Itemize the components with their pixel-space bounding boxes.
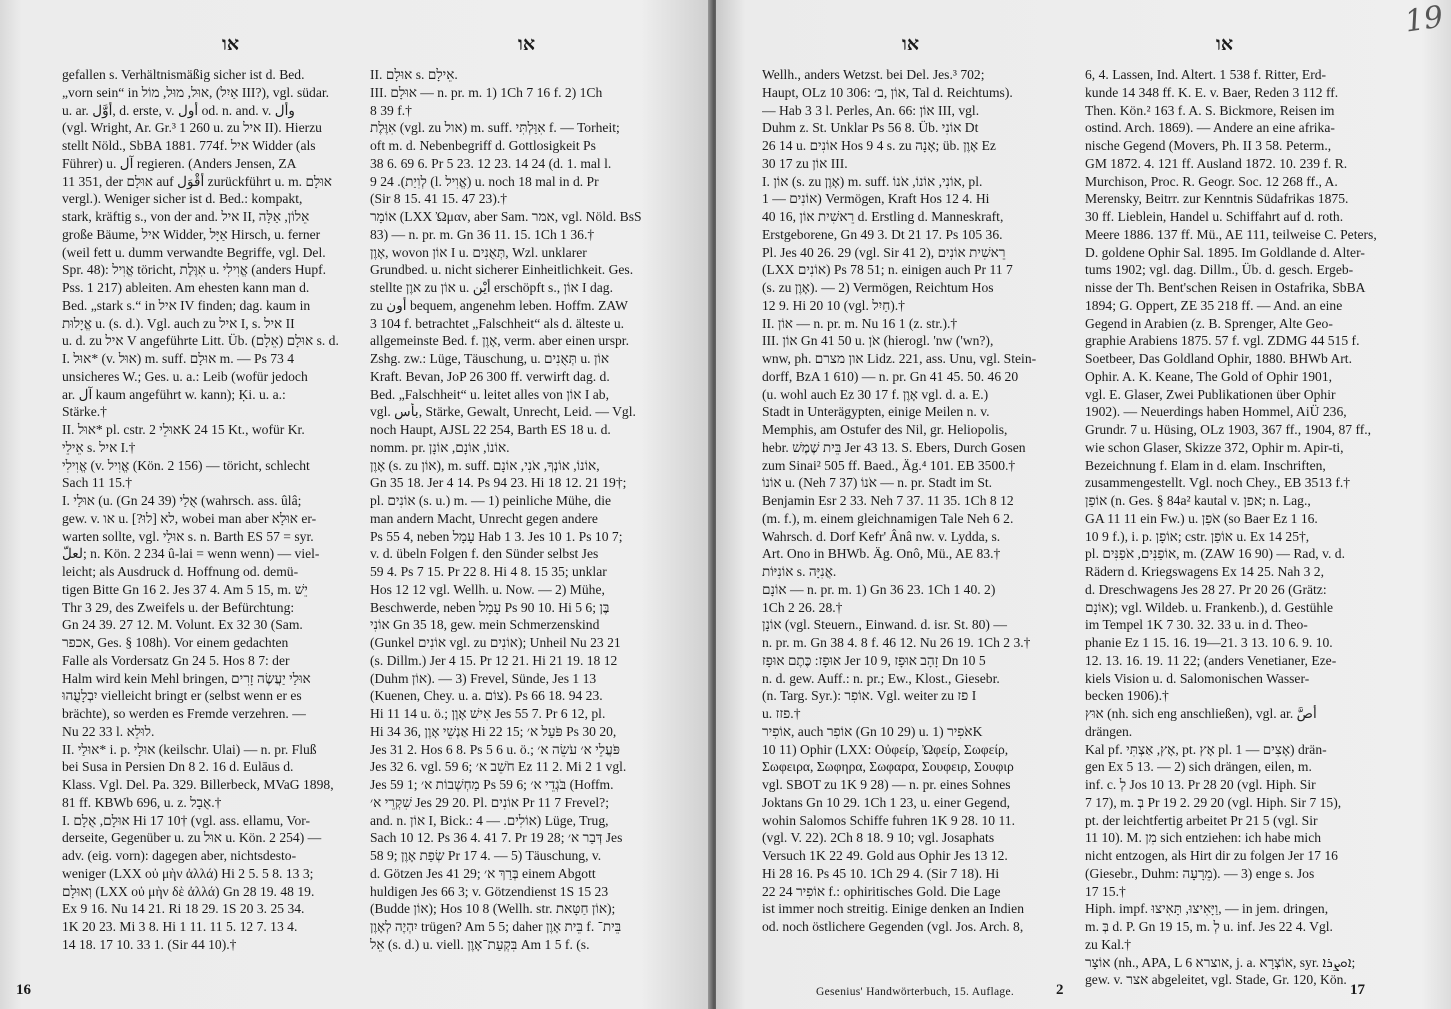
text-line: (Budde אוֹן); Hos 10 8 (Wellh. str. אוֹן חַטָּאת); xyxy=(370,901,616,917)
text-line: (weil fett u. dumm verwandte Begriffe, vgl. Del. xyxy=(62,244,326,260)
text-line: אֱוִילִי (v. אֱוִיל (Kön. 2 156) — töricht, schlecht xyxy=(62,457,310,473)
text-line: אוֹנָן (vgl. Steuern., Einwand. d. isr. St. 80) — xyxy=(762,617,1007,633)
text-line: (Gunkel אוֹנִים vgl. zu אוֹנִים); Unheil Nu 23 21 xyxy=(370,635,621,650)
text-line: stellte אוֶן zu אוֹן u. أَيْن erschöpft s., אוֹן I dag. xyxy=(370,280,613,295)
text-line: לְוִיַת). 24 9 (l. אֱוִיל) u. noch 18 mal in d. Pr xyxy=(370,173,599,189)
text-line: אכפר, Ges. § 108h). Vor einem gedachten xyxy=(62,635,289,650)
signature-mark: 2 xyxy=(1056,982,1064,998)
text-line: pt. der leichtfertig arbeitet Pr 21 5 (vgl. Sir xyxy=(1085,812,1318,828)
text-line: D. goldene Ophir Sal. 1895. Im Goldlande d. Alter- xyxy=(1085,244,1365,260)
text-line: I. אוּל* (v. אוּל) m. suff. אוּלָם m. — Ps 73 4 xyxy=(62,351,295,366)
text-line: oft m. d. Nebenbegriff d. Gottlosigkeit Ps xyxy=(370,138,596,153)
text-line: (s. zu אָוֶן). — 2) Vermögen, Reichtum Hos xyxy=(762,280,994,295)
text-line: 40 16, רֵאשִׁית אוֹן d. Erstling d. Manneskraft, xyxy=(762,209,1004,224)
text-line: stark, kräftig s., von der and. איל II, אֵלוֹן, אַלָּה xyxy=(62,209,310,224)
text-line: 58 9; שְׂפַת אָוֶן Pr 17 4. — 5) Täuschung, v. xyxy=(370,848,602,863)
text-line: Spr. 48): אֱוִיל töricht, אִוֶּלֶת u. אֱוִילִי (anders Hupf. xyxy=(62,262,327,278)
text-line: Halm wird kein Mehl bringen, אוּלַי יַעֲשֶׂה זָרִים xyxy=(62,670,311,686)
text-line: Joktans Gn 10 29. 1Ch 1 23, u. einer Gegend, xyxy=(762,794,1011,810)
text-line: unsicheres W.; Ges. u. a.: Leib (wofür jedoch xyxy=(62,368,308,384)
column-4 xyxy=(1085,66,1403,989)
text-line: Wahrsch. d. Dorf Kefr' Ânâ nw. v. Lydda, s. xyxy=(762,528,1001,544)
text-line: 1K 20 23. Mi 3 8. Hi 1 11. 11 5. 12 7. 13 4. xyxy=(62,919,298,934)
text-line: pl. אוֹפַנִּים, אֹפַנִּים, m. (ZAW 16 90) — Rad, v. d. xyxy=(1085,546,1345,562)
column-3 xyxy=(762,66,1068,936)
text-line: Beschwerde, neben עָמָל Ps 90 10. Hi 5 6; בֶּן xyxy=(370,599,610,615)
text-line: (vgl. Wright, Ar. Gr.³ 1 260 u. zu איל II). Hierzu xyxy=(62,120,322,136)
text-line: (Giesebr., Duhm: מֵרָעָה). — 3) enge s. Jos xyxy=(1085,865,1315,881)
text-line: (Duhm אוֹן). — 3) Frevel, Sünde, Jes 1 13 xyxy=(370,670,597,686)
text-line: 10 11) Ophir (LXX: Οὐφείρ, Ὠφείρ, Σωφείρ, xyxy=(762,741,1009,757)
text-line: tigen Bitte Gn 16 2. Jes 37 4. Am 5 15, m. יֵשׁ xyxy=(62,581,308,597)
text-line: יִהְיֶה לְאָוֶן trügen? Am 5 5; daher בֵּית אָוֶן f. בֵּית־ xyxy=(370,919,622,934)
text-line: tums 1902; vgl. dag. Dillm., Üb. d. gesch. Ergeb- xyxy=(1085,262,1354,278)
text-line: Hi 34 36, אַנְשֵׁי אָוֶן Hi 22 15; פֹּעַל א׳ Ps 30 20, xyxy=(370,723,617,739)
text-line: od. noch östlichere Gegenden (vgl. Jos. Arch. 8, xyxy=(762,919,1024,934)
text-line: Duhm z. St. Unklar Ps 56 8. Üb. אוֹנִי Dt xyxy=(762,120,979,136)
text-line: Hiph. impf. וַיָּאִיצוּ, תָּאִיצוּ, — in jem. dringen, xyxy=(1085,901,1329,917)
text-line: „vorn sein“ in אוּל, מוּל, מוֹל, (אַיִל III?), vgl. südar. xyxy=(62,84,330,100)
text-line: Jes 59 1; מַחְשְׁבוֹת א׳ Ps 59 6; בֹּגְדֵי א׳ (Hoffm. xyxy=(370,777,614,792)
text-line: Pss. 1 217) ableiten. Am ehesten kann man d. xyxy=(62,280,310,295)
text-line: 14 18. 17 10. 33 1. (Sir 44 10).† xyxy=(62,936,237,952)
footer-title: Gesenius' Handwörterbuch, 15. Auflage. xyxy=(816,986,1015,998)
text-line: Benjamin Esr 2 33. Neh 7 37. 11 35. 1Ch 8 12 xyxy=(762,493,1014,508)
text-line: Thr 3 29, des Zweifels u. der Befürchtung: xyxy=(62,599,295,615)
text-line: Haupt, OLz 10 306: אוֹן ,ב׳, Tal d. Reichtums). xyxy=(762,84,1013,100)
text-line: Stärke.† xyxy=(62,404,107,420)
text-line: (u. wohl auch Ez 30 17 f. אָוֶן vgl. d. a. E.) xyxy=(762,386,989,402)
text-line: Stadt in Unterägypten, einige Meilen n. v. xyxy=(762,404,990,420)
text-line: Hi 28 16. Ps 45 10. 1Ch 29 4. (Sir 7 18). Hi xyxy=(762,865,1000,881)
text-line: im Tempel 1K 7 30. 32. 33 u. in d. Theo- xyxy=(1085,617,1308,633)
text-line: (m. f.), m. einem gleichnamigen Tale Neh 6 2. xyxy=(762,510,1014,526)
text-line: Klass. Vgl. Del. Pa. 329. Billerbeck, MVaG 1898, xyxy=(62,777,334,792)
text-line: Rädern d. Kriegswagens Ex 14 25. Nah 3 2, xyxy=(1085,564,1324,579)
text-line: (Sir 8 15. 41 15. 47 23).† xyxy=(370,191,508,207)
text-line: and. n. אוֹן I, Bick.: אוֹלִים. — 4) Lüge, Trug, xyxy=(370,812,609,828)
text-line: noch Haupt, AJSL 22 254, Barth ES 18 u. d. xyxy=(370,422,611,437)
text-line: Wellh., anders Wetzst. bei Del. Jes.³ 702; xyxy=(762,67,985,82)
text-line: 1902). — Neuerdings haben Hommel, AiÜ 236, xyxy=(1085,404,1347,420)
text-line: zu أون bequem, angenehm leben. Hoffm. ZAW xyxy=(370,297,628,313)
text-line: Hi 11 14 u. ö.; אִישׁ אָוֶן Jes 55 7. Pr 6 12, pl. xyxy=(370,706,606,721)
text-line: Art. Ono in BHWb. Äg. Onô, Mü., AE 83.† xyxy=(762,546,1001,562)
text-line: ist immer noch streitig. Einige denken an Indien xyxy=(762,901,1024,917)
text-line: nicht entzogen, als Hirt dir zu folgen Jer 17 16 xyxy=(1085,848,1338,863)
text-line: ostind. Arch. 1869). — Andere an eine afrika- xyxy=(1085,120,1335,136)
running-header-right: או xyxy=(1216,34,1234,55)
text-line: Nu 22 33 l. לוּלֵא. xyxy=(62,723,155,739)
text-line: 81 ff. KBWb 696, u. z. אֻבָל.† xyxy=(62,794,222,810)
right-page xyxy=(716,0,1451,1009)
text-line: warten sollte, vgl. אוּלַי s. n. Barth ES 57 = syr. xyxy=(62,528,314,544)
text-line: d. Dreschwagens Jes 28 27. Pr 20 26 (Grätz: xyxy=(1085,581,1327,597)
text-line: adv. (eig. vorn): dagegen aber, nichtsdesto- xyxy=(62,848,297,863)
text-line: gew. v. אצר abgeleitet, vgl. Stade, Gr. 120, Kön. xyxy=(1085,972,1347,988)
text-line: Ophir. A. K. Keane, The Gold of Ophir 1901, xyxy=(1085,368,1333,384)
text-line: אוּץ (nh. sich eng anschließen), vgl. ar. أَصَّ xyxy=(1085,706,1317,721)
text-line: Pl. Jes 40 26. 29 (vgl. Sir 41 2), רֵאשִׁית אוֹנִים xyxy=(762,244,1006,260)
text-line: אֵילֵי s. איל I.† xyxy=(62,439,136,455)
text-line: Murchison, Proc. R. Geogr. Soc. 12 268 ff., A. xyxy=(1085,173,1338,189)
text-line: (n. Targ. Syr.): אוֹפִר. Vgl. weiter zu פז I xyxy=(762,688,977,704)
handwritten-page-note: 19 xyxy=(1402,0,1446,40)
text-line: vgl. بأس, Stärke, Gewalt, Unrecht, Leid. — Vgl. xyxy=(370,404,636,420)
text-line: bei Susa in Persien Dn 8 2. 16 d. Eulāus d. xyxy=(62,759,294,775)
text-line: wie schon Glaser, Skizze 372, Ophir m. Apir-ti, xyxy=(1085,439,1344,455)
text-line: Jes 32 6. vgl. 59 6; חֹשֵׁב א׳ Ez 11 2. Mi 2 1 vgl. xyxy=(370,759,627,775)
text-line: vergl.). Weniger sicher ist d. Bed.: kompakt, xyxy=(62,191,303,207)
text-line: אוֹנִי Gn 35 18, gew. mein Schmerzenskind xyxy=(370,617,600,633)
text-line: (vgl. V. 22). 2Ch 8 18. 9 10; vgl. Josaphats xyxy=(762,830,995,846)
text-line: I. אוּלָם, אֻלָם Hi 17 10† (vgl. ass. ellamu, Vor- xyxy=(62,812,311,828)
text-line: 6, 4. Lassen, Ind. Altert. 1 538 f. Ritter, Erd- xyxy=(1085,67,1327,82)
text-line: Führer) u. آل regieren. (Anders Jensen, ZA xyxy=(62,155,297,171)
text-line: nisse der Th. Bent'schen Reisen in Ostafrika, SbBA xyxy=(1085,280,1366,295)
text-line: אֱיָלוּת u. (s. d.). Vgl. auch zu איל I, s. איל II xyxy=(62,315,295,331)
text-line: Memphis, am Ostufer des Nil, gr. Heliopolis, xyxy=(762,422,1008,437)
text-line: Bed. „Falschheit“ u. leitet alles von אוֹן I ab, xyxy=(370,386,609,402)
text-line: אוֹנוֹ u. (Neh 7 37) אֹנוֹ — n. pr. Stadt im St. xyxy=(762,475,993,491)
text-line: 11 10). M. מִן sich entziehen: ich habe mich xyxy=(1085,830,1322,846)
text-line: wohin Salomos Schiffe fuhren 1K 9 28. 10 11. xyxy=(762,812,1015,828)
text-line: II. אוֹן — n. pr. m. Nu 16 1 (z. str.).† xyxy=(762,315,958,331)
text-line: u. d. zu איל V angeführte Litt. Üb. אוּלָם (אֵלָם) s. d. xyxy=(62,333,339,349)
text-line: (Kuenen, Chey. u. a. צוֹם). Ps 66 18. 94 23. xyxy=(370,688,603,704)
text-line: 3 104 f. betrachtet „Falschheit“ als d. älteste u. xyxy=(370,315,625,331)
text-line: אוֹפִיר, auch אוֹפִר (Gn 10 29) u. אֹפִיר (1K xyxy=(762,723,983,739)
left-page xyxy=(0,0,712,1009)
text-line: n. pr. m. Gn 38 4. 8 f. 46 12. Nu 26 19. 1Ch 2 3.† xyxy=(762,635,1031,650)
text-line: Soetbeer, Das Goldland Ophir, 1880. BHWb Art. xyxy=(1085,351,1352,366)
text-line: Meere 1886. 137 ff. Mü., AE 111, teilweise C. Peters, xyxy=(1085,226,1377,242)
text-line: 17 15.† xyxy=(1085,883,1126,899)
text-line: Hos 12 12 vgl. Wellh. u. Now. — 2) Mühe, xyxy=(370,581,605,597)
text-line: 22 24 אוֹפִיר f.: ophiritisches Gold. Die Lage xyxy=(762,883,1001,899)
text-line: Zshg. zw.: Lüge, Täuschung, u. תְּאֻנִים u. אוֹן xyxy=(370,351,610,366)
text-line: אוֹצָר (nh., APA, L 6 אוצרא, j. a. אוֹצְרָא, syr. ܐܘܨܪܐ; xyxy=(1085,954,1356,970)
text-line: derseite, Gegenüber u. zu אוּל u. Kön. 2 254) — xyxy=(62,830,322,846)
text-line: יִבְלָעֻהוּ vielleicht bringt er (selbst wenn er es xyxy=(62,688,302,704)
text-line: Bezeichnung f. Elam in d. elam. Inschriften, xyxy=(1085,457,1326,473)
text-line: Erstgeborene, Gn 49 3. Dt 21 17. Ps 105 36. xyxy=(762,226,1003,242)
text-line: 30 ff. Lieblein, Handel u. Schiffahrt auf d. roth. xyxy=(1085,209,1344,224)
column-2 xyxy=(370,66,703,954)
text-line: 30 17 zu אוֹן III. xyxy=(762,155,848,171)
text-line: Kraft. Bevan, JoP 26 300 ff. verwirft dag. d. xyxy=(370,368,610,384)
text-line: hebr. בֵּית שֶׁמֶשׁ Jer 43 13. S. Ebers, Durch Gosen xyxy=(762,439,1026,455)
text-line: Then. Kön.² 163 f. A. S. Bickmore, Reisen im xyxy=(1085,102,1335,118)
text-line: אִוֶּלֶת (vgl. zu אול) m. suff. אִוַּלְתִּי f. — Torheit; xyxy=(370,120,620,136)
text-line: zum Sinai² 505 ff. Baed., Äg.⁴ 101. EB 3500.† xyxy=(762,457,1016,473)
page-number-left: 16 xyxy=(16,982,31,998)
text-line: phanie Ez 1 15. 16. 19—21. 3 13. 10 6. 9. 10. xyxy=(1085,635,1333,650)
text-line: אָוֶן, wovon אוֹן I u. תְּאֻנִים, Wzl. unklarer xyxy=(370,244,587,260)
text-line: vgl. SBOT zu 1K 9 28) — n. pr. eines Sohnes xyxy=(762,777,1011,792)
text-line: שִׁקְרֵי א׳ Jes 29 20. Pl. אוֹנִים Pr 11 7 Frevel?; xyxy=(370,794,609,810)
text-line: 38 6. 69 6. Pr 5 23. 12 23. 14 24 (d. 1. mal l. xyxy=(370,155,612,171)
text-line: u. פזז.† xyxy=(762,706,801,721)
text-line: 83) — n. pr. m. Gn 36 11. 15. 1Ch 1 36.† xyxy=(370,226,595,242)
text-line: huldigen Jes 66 3; v. Götzendienst 1S 15 23 xyxy=(370,883,609,899)
text-line: 1Ch 2 26. 28.† xyxy=(762,599,843,615)
running-header-right: או xyxy=(518,34,536,55)
text-line: zu Kal.† xyxy=(1085,936,1132,952)
text-line: große Bäume, איל Widder, אַיָּל Hirsch, u. ferner xyxy=(62,226,321,242)
running-header-left: או xyxy=(902,34,920,55)
text-line: אוֹפַן (n. Ges. § 84a² kautal v. אפן; n. Lag., xyxy=(1085,493,1311,508)
text-line: Jes 31 2. Hos 6 8. Ps 5 6 u. ö.; פֹּעֲלֵי א׳ עֹשֵׂה א׳ xyxy=(370,741,620,757)
text-line: אוֹנִיּוֹת s. אֳנִיָּה. xyxy=(762,564,837,579)
text-line: אוֹנָם); vgl. Wildeb. u. Frankenb.), d. Gestühle xyxy=(1085,599,1334,615)
text-line: becken 1906).† xyxy=(1085,688,1169,704)
text-line: וְאוּלָם (LXX οὐ μὴν δὲ ἀλλά) Gn 28 19. 48 19. xyxy=(62,883,315,899)
text-line: II. אוּל* pl. cstr. אוּלֵי 2K 24 15 Kt., wofür Kr. xyxy=(62,422,305,437)
text-line: Grundr. 7 u. Hüsing, OLz 1903, 367 ff., 1904, 87 ff., xyxy=(1085,422,1372,437)
text-line: stellt Nöld., SbBA 1881. 774f. איל Widder (als xyxy=(62,138,316,153)
text-line: Gegend in Arabien (z. B. Sprenger, Alte Geo- xyxy=(1085,315,1333,331)
text-line: אֵל (s. d.) u. viell. בִּקְעַת־אָוֶן Am 1 5 f. (s. xyxy=(370,936,590,952)
text-line: III. אוֹן Gn 41 50 u. אֹן (hierogl. 'nw ('wn?), xyxy=(762,333,994,349)
text-line: GA 11 11 ein Fw.) u. אֹפַן (so Baer Ez 1 16. xyxy=(1085,510,1318,526)
text-line: Gn 35 18. Jer 4 14. Ps 94 23. Hi 18 12. 21 19†; xyxy=(370,475,627,491)
text-line: (s. Dillm.) Jer 4 15. Pr 12 21. Hi 21 19. 18 12 xyxy=(370,652,618,668)
text-line: wnw, ph. און מצרם Lidz. 221, ass. Unu, vgl. Stein- xyxy=(762,351,1037,366)
text-line: v. d. übeln Folgen f. den Sünder selbst Jes xyxy=(370,546,599,562)
text-line: Ex 9 16. Nu 14 21. Ri 18 29. 1S 20 3. 25 34. xyxy=(62,901,305,917)
text-line: nische Gegend (Movers, Ph. II 3 58. Peterm., xyxy=(1085,138,1332,153)
text-line: 12 9. Hi 20 10 (vgl. חַיִל).† xyxy=(762,297,905,313)
text-line: I. אוּלַי (u. (Gn 24 39) אֻלַי (wahrsch. ass. ûlâ; xyxy=(62,493,302,508)
text-line: pl. אוֹנִים (s. u.) m. — 1) peinliche Mühe, die xyxy=(370,493,612,508)
text-line: allgemeinste Bed. f. אָוֶן, verm. aber einen urspr. xyxy=(370,333,629,349)
text-line: אוֹמָר (LXX Ὠμαν, aber Sam. אמר, vgl. Nöld. BsS xyxy=(370,209,642,224)
text-line: d. Götzen Jes 41 29; בְּרַךְ א׳ einem Abgott xyxy=(370,865,596,881)
text-line: III. אוּלָם — n. pr. m. 1) 1Ch 7 16 f. 2) 1Ch xyxy=(370,84,603,100)
text-line: 10 9 f.), i. p. אוֹפָן; cstr. אוֹפַן u. Ex 14 25†, xyxy=(1085,528,1310,544)
text-line: u. ar. أَوَّل, d. erste, v. أول od. n. and. v. وأل xyxy=(62,102,295,118)
text-line: אָוֶן (s. zu אוֹן), m. suff. אוֹנוֹ, אוֹנְךָ, אֹנִי, אוֹנָם, xyxy=(370,457,600,473)
text-line: leicht; als Ausdruck d. Hoffnung od. demü- xyxy=(62,564,299,579)
running-header-left: או xyxy=(222,34,240,55)
text-line: 8 39 f.† xyxy=(370,102,412,118)
text-line: Merensky, Beitrr. zur Kenntnis Südafrikas 1875. xyxy=(1085,191,1349,207)
text-line: vgl. E. Glaser, Zwei Publikationen über Ophir xyxy=(1085,386,1336,402)
text-line: Sach 11 15.† xyxy=(62,475,133,491)
text-line: لعلّ; n. Kön. 2 234 û-lai = wenn wenn) — viel- xyxy=(62,546,320,562)
text-line: graphie Arabiens 1875. 57 f. vgl. ZDMG 44 515 f. xyxy=(1085,333,1360,349)
text-line: dorff, BzA 1 610) — n. pr. Gn 41 45. 50. 46 20 xyxy=(762,368,1019,384)
text-line: Bed. „stark s.“ in איל IV finden; dag. kaum in xyxy=(62,297,311,313)
text-line: nomm. pr. אוֹנוֹ, אוֹנָם, אוֹנָן. xyxy=(370,439,510,455)
text-line: II. אוּלַי* i. p. אוּלָי (keilschr. Ulai) — n. pr. Fluß xyxy=(62,741,317,757)
text-line: n. d. gew. Auff.: n. pr.; Ew., Klost., Giesebr. xyxy=(762,670,1000,686)
column-1 xyxy=(62,66,360,954)
text-line: kunde 14 348 ff. K. E. v. Baer, Reden 3 112 ff. xyxy=(1085,84,1339,100)
text-line: — Hab 3 3 l. Perles, An. 66: אוֹן III, vgl. xyxy=(762,102,980,118)
text-line: inf. c. לְ Jos 10 13. Pr 28 20 (vgl. Hiph. Sir xyxy=(1085,777,1316,792)
text-line: אוּפָז: כֶּתֶם אוּפָז Jer 10 9, זָהָב אוּפָז Dn 10 5 xyxy=(762,652,986,668)
text-line: Σωφειρα, Σωφηρα, Σωφαρα, Σουφειρ, Σουφιρ xyxy=(762,759,1014,775)
text-line: Sach 10 12. Ps 36 4. 41 7. Pr 19 28; דְּבַר א׳ Jes xyxy=(370,830,623,846)
text-line: Versuch 1K 22 49. Gold aus Ophir Jes 13 12. xyxy=(762,848,1008,863)
text-line: (LXX אוֹנִים) Ps 78 51; n. einigen auch Pr 11 7 xyxy=(762,262,1013,278)
text-line: Kal pf. אָץ, אַצְתִּי, pt. אָץ pl. אָצִים — 1) drän- xyxy=(1085,741,1327,757)
text-line: 59 4. Ps 7 15. Pr 22 8. Hi 4 8. 15 35; unklar xyxy=(370,564,607,579)
text-line: אוֹנָם — n. pr. m. 1) Gn 36 23. 1Ch 1 40. 2) xyxy=(762,581,996,597)
text-line: gew. v. או u. לא [לוּ?], wobei man aber אוּלָא er- xyxy=(62,510,317,526)
text-line: drängen. xyxy=(1085,723,1133,739)
text-line: 11 351, der אוּלָם auf أَقْوَل zurückführt u. m. אוּלָם xyxy=(62,173,332,189)
text-line: brächte), so werden es Fremde verzehren. — xyxy=(62,706,306,721)
text-line: zusammengestellt. Vgl. noch Chey., EB 3513 f.† xyxy=(1085,475,1351,491)
text-line: II. אוּלָם s. אֵילָם. xyxy=(370,67,458,82)
text-line: 1894; G. Oppert, ZE 35 218 ff. — And. an eine xyxy=(1085,297,1343,313)
text-line: GM 1872. 4. 121 ff. Ausland 1872. 10. 239 f. R. xyxy=(1085,155,1348,171)
text-line: 7 17), m. בְּ Pr 19 2. 29 20 (vgl. Hiph. Sir 7 15), xyxy=(1085,794,1342,810)
text-line: 12. 13. 16. 19. 11 22; (anders Venetianer, Eze- xyxy=(1085,652,1337,668)
text-line: Grundbed. u. nicht sicherer Einheitlichkeit. Ges. xyxy=(370,262,634,278)
text-line: gen Ex 5 13. — 2) sich drängen, eilen, m. xyxy=(1085,759,1312,775)
text-line: I. אוֹן (s. zu אָוֶן) m. suff. אוֹנִי, אוֹנוֹ, אֹנוֹ, pl. xyxy=(762,173,983,189)
text-line: Ps 55 4, neben עָמָל Hab 1 3. Jes 10 1. Ps 10 7; xyxy=(370,528,623,544)
text-line: Falle als Vordersatz Gn 24 5. Hos 8 7: der xyxy=(62,652,290,668)
text-line: m. בְּ d. P. Gn 19 15, m. לְ u. inf. Jes 22 4. Vgl. xyxy=(1085,919,1333,934)
text-line: man andern Macht, Unrecht gegen andere xyxy=(370,510,598,526)
text-line: weniger (LXX οὐ μὴν ἀλλά) Hi 2 5. 5 8. 13 3; xyxy=(62,865,314,881)
text-line: kiels Vision u. d. Salomonischen Wasser- xyxy=(1085,670,1310,686)
text-line: gefallen s. Verhältnismäßig sicher ist d. Bed. xyxy=(62,67,305,82)
page-number-right: 17 xyxy=(1350,982,1365,998)
text-line: ar. آل kaum angeführt w. kann); Ḳi. u. a.: xyxy=(62,386,286,402)
text-line: 26 14 u. אוֹנִים Hos 9 4 s. zu אָנָה; üb. אָוֶן Ez xyxy=(762,138,996,153)
text-line: Gn 24 39. 27 12. M. Volunt. Ex 32 30 (Sam. xyxy=(62,617,303,633)
text-line: אוֹנִים — 1) Vermögen, Kraft Hos 12 4. Hi xyxy=(762,191,990,207)
